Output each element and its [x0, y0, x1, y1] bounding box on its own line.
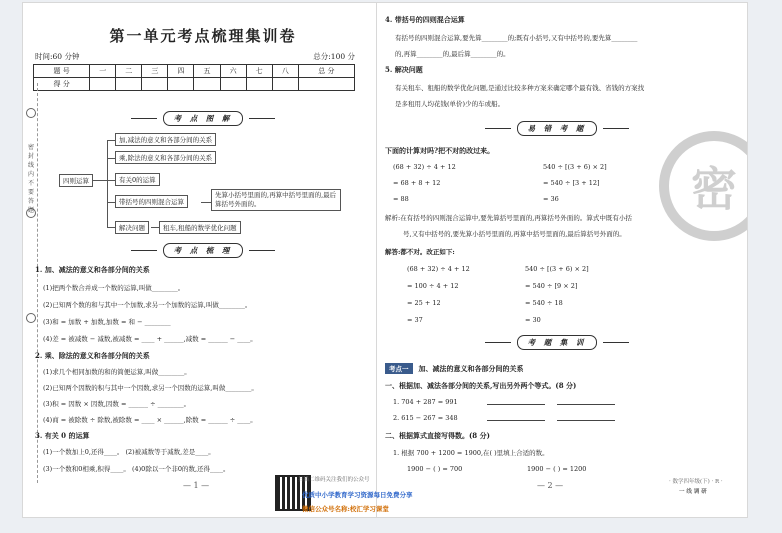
text-line: 有关租车、租船的数学优化问题,是通过比较多种方案来确定哪个最有钱、省钱的方案找: [395, 84, 645, 92]
wechat-name: 微信公众号名称:校汇学习课堂: [302, 505, 389, 513]
score-header-cell: 题 号: [34, 65, 90, 78]
mindmap-note: 租车,租船的数学优化问题: [159, 221, 241, 234]
answer-line: = 30: [525, 316, 541, 324]
mindmap: [23, 127, 384, 239]
page-title: 第一单元考点梳理集训卷: [109, 27, 297, 45]
score-row: [34, 78, 355, 91]
section-banner: [437, 121, 677, 135]
score-cell[interactable]: [220, 78, 246, 91]
question-line: (2)已知两个因数的积与其中一个因数,求另一个因数的运算,叫做________。: [43, 384, 258, 392]
calc-line: = 88: [393, 195, 409, 203]
calc-line: = 540 ÷ [3 + 12]: [543, 179, 600, 187]
seal-notice: 密封线内不要答题: [27, 144, 34, 214]
score-cell[interactable]: [168, 78, 194, 91]
calc-line: (68 + 32) ÷ 4 + 12: [393, 163, 456, 171]
topic-tag: 考点一: [385, 363, 413, 374]
answer-line: = 540 ÷ [9 × 2]: [525, 282, 578, 290]
banner-label: 考 点 梳 理: [163, 243, 244, 258]
score-header-cell: 总 分: [298, 65, 354, 78]
mindmap-node: 加,减法的意义和各部分间的关系: [115, 133, 216, 146]
exercise-line: 1. 704 + 287 = 991: [393, 398, 458, 406]
mindmap-note: 先算小括号里面的,再算中括号里面的,最后算括号外面的。: [211, 189, 341, 211]
answer-blank[interactable]: [487, 404, 545, 405]
question-line: (1)求几个相同加数的和的简便运算,叫做________。: [43, 368, 191, 376]
section-banner: [437, 335, 677, 349]
question-line: (3)积 = 因数 × 因数,因数 = ______ ÷ ________。: [43, 400, 191, 408]
score-header-cell: 三: [142, 65, 168, 78]
answer-line: = 25 + 12: [407, 299, 441, 307]
score-table: [33, 64, 355, 91]
seal-watermark: 密: [659, 131, 748, 241]
section-banner: [83, 111, 323, 125]
answer-line: 540 ÷ [(3 + 6) × 2]: [525, 265, 589, 273]
time-label: 时间:60 分钟: [35, 52, 80, 61]
score-header-cell: 六: [220, 65, 246, 78]
score-row-label: 得 分: [34, 78, 90, 91]
section-heading: 3. 有关 0 的运算: [35, 431, 90, 440]
left-page: [22, 2, 384, 518]
score-header-cell: 一: [90, 65, 116, 78]
score-header-cell: 五: [194, 65, 220, 78]
banner-label: 考 点 图 解: [163, 111, 244, 126]
score-cell[interactable]: [116, 78, 142, 91]
score-cell[interactable]: [298, 78, 354, 91]
scan-text: 扫描二维码关注我们的公众号: [298, 477, 370, 483]
text-line: 的,再算________的,最后算________的。: [395, 50, 510, 58]
calc-line: 540 ÷ [(3 + 6) × 2]: [543, 163, 607, 171]
question-line: (1)一个数加上0,还得____。 (2)被减数等于减数,差是____。: [43, 448, 215, 456]
question-line: (3)和 = 加数 + 加数,加数 = 和 − ________: [43, 318, 171, 326]
answer-line: (68 + 32) ÷ 4 + 12: [407, 265, 470, 273]
banner-label: 考 题 集 训: [517, 335, 598, 350]
score-header-cell: 二: [116, 65, 142, 78]
analysis-line: 号,又有中括号的,要先算小括号里面的,再算中括号里面的,最后算括号外面的。: [403, 230, 626, 238]
calc-line: = 68 + 8 + 12: [393, 179, 441, 187]
topic-header: [385, 363, 524, 374]
answer-blank[interactable]: [557, 404, 615, 405]
binding-hole: [26, 108, 36, 118]
answer-line: = 100 ÷ 4 + 12: [407, 282, 459, 290]
question-line: (4)商 = 被除数 ÷ 除数,被除数 = ____ × ______,除数 = ______ ÷ ____。: [43, 416, 257, 424]
mindmap-node: 解决问题: [115, 221, 149, 234]
score-cell[interactable]: [142, 78, 168, 91]
calc-line: = 36: [543, 195, 559, 203]
answer-blank[interactable]: [487, 420, 545, 421]
answer-heading: 解答:都不对。改正如下:: [385, 248, 455, 256]
text-line: 是多租用人均花钱(单价)少的车或船。: [395, 100, 505, 108]
series-label: 一 线 调 研: [679, 489, 707, 495]
question-heading: 下面的计算对吗?把不对的改过来。: [385, 146, 495, 155]
score-header-cell: 四: [168, 65, 194, 78]
question-line: (4)差 = 被减数 − 减数,被减数 = ____ + ______,减数 = ______ − ____。: [43, 335, 257, 343]
score-header-row: [34, 65, 355, 78]
answer-line: = 37: [407, 316, 423, 324]
answer-line: = 540 ÷ 18: [525, 299, 563, 307]
book-label: · 数学四年级(下) · R ·: [669, 479, 723, 485]
question-heading: 二、根据算式直接写得数。(8 分): [385, 431, 490, 440]
section-banner: [83, 243, 323, 257]
answer-blank[interactable]: [557, 420, 615, 421]
mindmap-node: 有关0的运算: [115, 173, 160, 186]
question-line: (1)把两个数合并成一个数的运算,叫做________。: [43, 284, 185, 292]
section-heading: 2. 乘、除法的意义和各部分间的关系: [35, 351, 150, 360]
exercise-line: 1. 根据 700 + 1200 = 1900,在( )里填上合适的数。: [393, 449, 549, 457]
right-page: [376, 2, 748, 518]
score-header-cell: 七: [246, 65, 272, 78]
section-heading: 5. 解决问题: [385, 65, 423, 74]
page-number: — 1 —: [183, 481, 210, 490]
mindmap-root: 四则运算: [59, 174, 93, 187]
score-cell[interactable]: [194, 78, 220, 91]
question-line: (2)已知两个数的和与其中一个加数,求另一个加数的运算,叫做________。: [43, 301, 252, 309]
score-header-cell: 八: [272, 65, 298, 78]
section-heading: 1. 加、减法的意义和各部分间的关系: [35, 265, 150, 274]
binding-hole: [26, 313, 36, 323]
score-cell[interactable]: [246, 78, 272, 91]
mindmap-node: 带括号的四则混合运算: [115, 195, 188, 208]
fill-blank[interactable]: 1900 − ( ) = 700: [407, 465, 463, 473]
promo-text: 优质中小学教育学习资源每日免费分享: [302, 491, 413, 499]
question-line: (3)一个数和0相乘,积得____。 (4)0除以一个非0的数,还得____。: [43, 465, 230, 473]
section-heading: 4. 带括号的四则混合运算: [385, 15, 465, 24]
text-line: 有括号的四则混合运算,要先算________的;既有小括号,又有中括号的,要先算________: [395, 34, 638, 42]
exercise-line: 2. 615 − 267 = 348: [393, 414, 458, 422]
score-cell[interactable]: [272, 78, 298, 91]
fill-blank[interactable]: 1900 − ( ) = 1200: [527, 465, 587, 473]
total-label: 总分:100 分: [313, 52, 355, 61]
topic-title: 加、减法的意义和各部分间的关系: [418, 363, 524, 373]
mindmap-node: 乘,除法的意义和各部分间的关系: [115, 151, 216, 164]
analysis-line: 解析:在有括号的四则混合运算中,要先算括号里面的,再算括号外面的。算式中既有小括: [385, 214, 632, 222]
banner-label: 易 错 考 题: [517, 121, 598, 136]
question-heading: 一、根据加、减法各部分间的关系,写出另外两个等式。(8 分): [385, 381, 577, 390]
page-number: — 2 —: [537, 481, 564, 490]
score-cell[interactable]: [90, 78, 116, 91]
